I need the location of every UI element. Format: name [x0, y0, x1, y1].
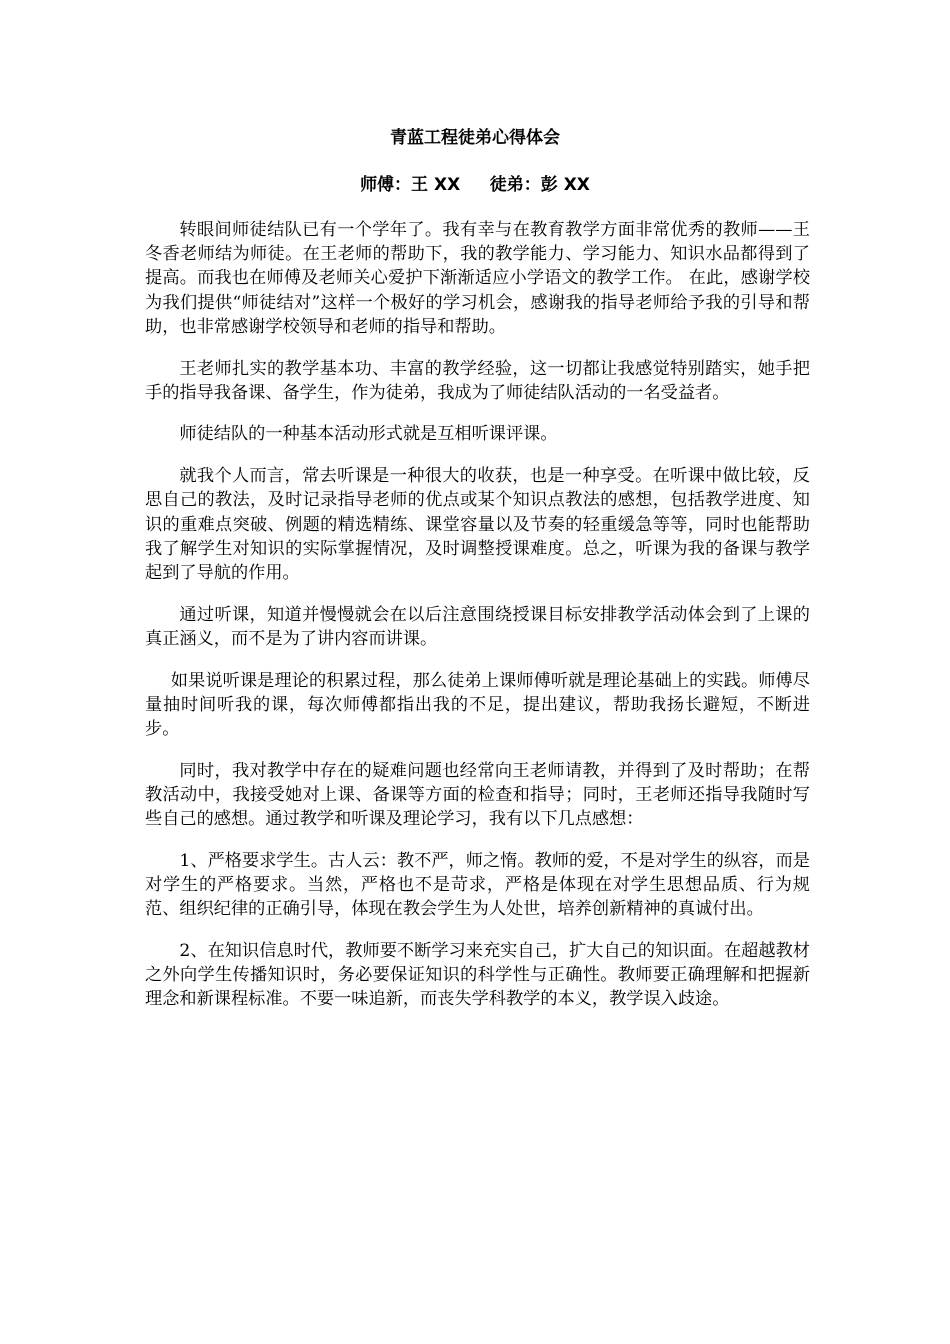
paragraph-1: 转眼间师徒结队已有一个学年了。我有幸与在教育教学方面非常优秀的教师——王冬香老师结为师徒。在王老师的帮助下，我的教学能力、学习能力、知识水品都得到了提高。而我也在师傅及老师关心爱护下渐渐适应小学语文的教学工作。 在此，感谢学校为我们提供“师徒结对”这样一个极好的学习机会，感谢我的指导老师给予我的引导和帮助，也非常感谢学校领导和老师的指导和帮助。 [145, 220, 810, 337]
paragraph-3: 师徒结队的一种基本活动形式就是互相听课评课。 [179, 424, 558, 445]
paragraph-2: 王老师扎实的教学基本功、丰富的教学经验，这一切都让我感觉特别踏实，她手把手的指导我备课、备学生，作为徒弟，我成为了师徒结队活动的一名受益者。 [145, 358, 810, 403]
paragraph-8: 1、严格要求学生。古人云：教不严，师之惰。教师的爱，不是对学生的纵容，而是对学生的严格要求。当然，严格也不是苛求，严格是体现在对学生思想品质、行为规范、组织纪律的正确引导，体现在教会学生为人处世，培养创新精神的真诚付出。 [145, 850, 810, 920]
document-subtitle: 师傅：王 XX 徒弟：彭 XX [360, 175, 590, 195]
document-body [145, 218, 810, 1029]
paragraph-6: 如果说听课是理论的积累过程，那么徒弟上课师傅听就是理论基础上的实践。师傅尽量抽时间听我的课，每次师傅都指出我的不足，提出建议，帮助我扬长避短，不断进步。 [145, 670, 810, 739]
paragraph-7: 同时，我对教学中存在的疑难问题也经常向王老师请教，并得到了及时帮助；在帮教活动中，我接受她对上课、备课等方面的检查和指导；同时，王老师还指导我随时写些自己的感想。通过教学和听课及理论学习，我有以下几点感想： [145, 760, 810, 830]
document-title: 青蓝工程徒弟心得体会 [390, 128, 560, 148]
paragraph-4: 就我个人而言，常去听课是一种很大的收获，也是一种享受。在听课中做比较，反思自己的教法，及时记录指导老师的优点或某个知识点教法的感想，包括教学进度、知识的重难点突破、例题的精选精练、课堂容量以及节奏的轻重缓急等等，同时也能帮助我了解学生对知识的实际掌握情况，及时调整授课难度。总之，听课为我的备课与教学起到了导航的作用。 [145, 466, 810, 583]
paragraph-5: 通过听课，知道并慢慢就会在以后注意围绕授课目标安排教学活动体会到了上课的真正涵义，而不是为了讲内容而讲课。 [145, 604, 810, 649]
paragraph-9: 2、在知识信息时代，教师要不断学习来充实自己，扩大自己的知识面。在超越教材之外向学生传播知识时，务必要保证知识的科学性与正确性。教师要正确理解和把握新理念和新课程标准。不要一味追新，而丧失学科教学的本义，教学误入歧途。 [145, 940, 810, 1010]
